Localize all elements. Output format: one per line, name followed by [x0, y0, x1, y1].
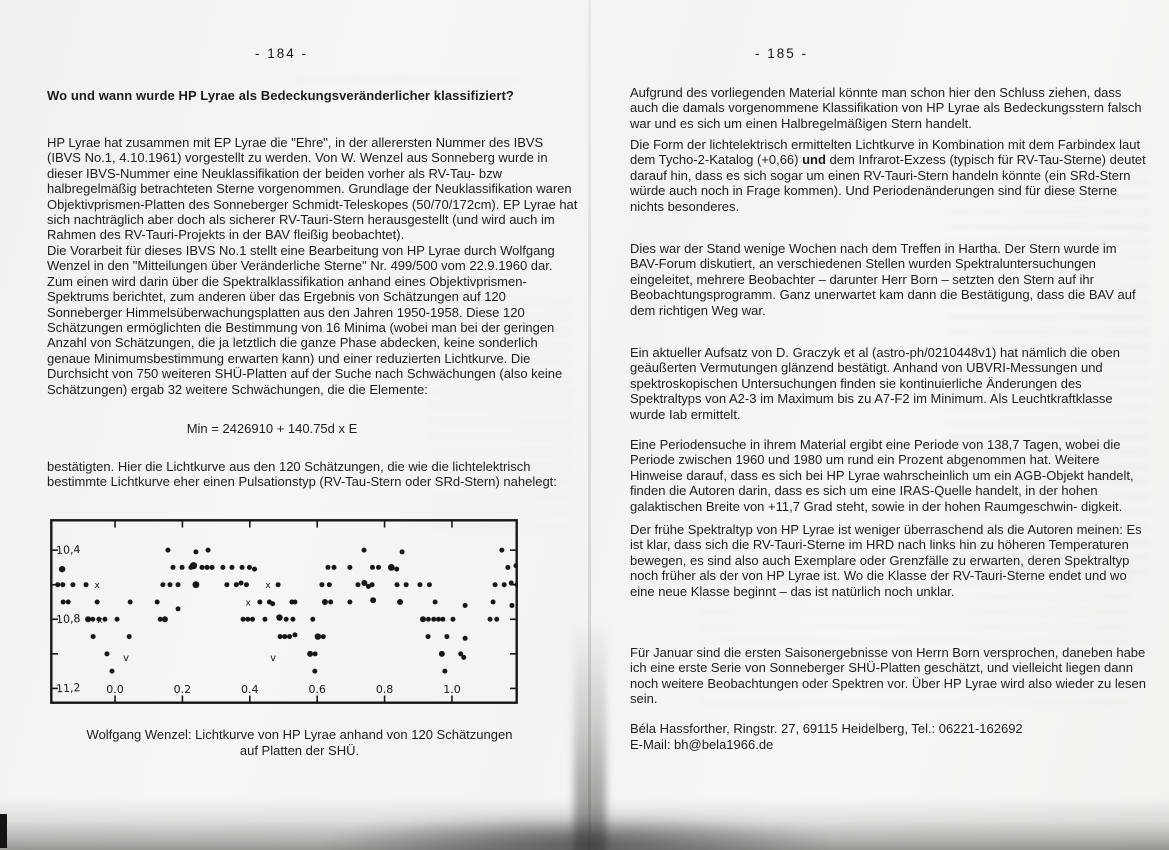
svg-text:10,8: 10,8: [55, 612, 81, 627]
light-curve-chart: [50, 519, 518, 704]
svg-text:x: x: [265, 581, 271, 592]
article-heading: Wo und wann wurde HP Lyrae als Bedeckungsveränderlicher klassifiziert?: [47, 88, 514, 103]
svg-text:v: v: [123, 652, 130, 664]
svg-text:x: x: [97, 615, 103, 626]
paragraph: Ein aktueller Aufsatz von D. Graczyk et al (astro-ph/0210448v1) hat nämlich die oben geäußerten Vermutungen glänzend bestätigt. Anhand von UBVRI-Messungen und spektroskopischen Untersuchungen finden sie kontinuierliche Änderungen des Spektraltyps von A2-3 im Maximum bis zu A7-F2 im Minimum. Als Leuchtkraftklasse wurde Iab ermittelt.: [630, 345, 1120, 422]
scan-edge-mark: [0, 814, 7, 848]
svg-text:10,4: 10,4: [55, 542, 81, 558]
ephemeris-formula: Min = 2426910 + 140.75d x E: [186, 421, 358, 436]
chart-caption-line1: Wolfgang Wenzel: Lichtkurve von HP Lyrae anhand von 120 Schätzungen: [86, 727, 513, 742]
scan-artifact: [945, 150, 1150, 580]
svg-text:1.0: 1.0: [443, 683, 461, 696]
paragraph: Für Januar sind die ersten Saisonergebnisse von Herrn Born versprochen, daneben habe ich eine erste Serie von Sonneberger SHÜ-Platten geschätzt, und vielleicht liegen dann noch weitere Beobachtungen oder Spektren vor. Über HP Lyrae wird also wieder zu lesen sein.: [630, 645, 1146, 707]
page-number-left: - 184 -: [255, 46, 309, 61]
paragraph-text: dem Infrarot-Exzess (typisch für RV-Tau-Sterne) deutet darauf hin, dass es sich sogar um einen RV-Tauri-Stern handeln könnte (ein SRd-Stern würde auch noch in Frage kommen). Und Periodenänderungen sind für diese Sterne nichts besonderes.: [630, 152, 1146, 214]
paragraph: Eine Periodensuche in ihrem Material ergibt eine Periode von 138,7 Tagen, wobei die Periode zwischen 1960 und 1980 um rund ein Prozent abgenommen hat. Weitere Hinweise darauf, dass es sich bei HP Lyrae wahrscheinlich um ein AGB-Objekt handelt, finden die Autoren darin, dass es sich um eine IRAS-Quelle handelt, in der hohen galaktischen Breite von +11,7 Grad steht, sowie in der hohen Raumgeschwin- digkeit.: [630, 437, 1134, 514]
page-number-right: - 185 -: [755, 46, 809, 61]
svg-text:0.4: 0.4: [241, 683, 259, 696]
paragraph: bestätigten. Hier die Lichtkurve aus den 120 Schätzungen, die wie die lichtelektrisch bestimmte Lichtkurve eher einen Pulsationstyp (RV-Tau-Stern oder SRd-Stern) nahelegt:: [47, 459, 557, 490]
svg-text:0.2: 0.2: [173, 683, 192, 696]
contact-email-line: E-Mail: bh@bela1966.de: [630, 737, 774, 752]
contact-info: [630, 721, 1147, 753]
svg-text:0.6: 0.6: [308, 683, 326, 696]
scan-artifact: [300, 78, 520, 94]
chart-caption: [47, 727, 552, 759]
paragraph: Die Vorarbeit für dieses IBVS No.1 stellt eine Bearbeitung von HP Lyrae durch Wolfgang Wenzel in den "Mitteilungen über Veränderliche Sterne" Nr. 499/500 vom 22.9.1960 dar. Zum einen wird darin über die Spektralklassifikation anhand eines Objektivprismen-Spektrums berichtet, zum anderen über das Ergebnis von Schätzungen auf 120 Sonneberger Himmelsüberwachungsplatten aus den Jahren 1950-1958. Diese 120 Schätzungen ermöglichten die Bestimmung von 16 Minima (wobei man bei der geringen Anzahl von Schätzungen, die ja letztlich die ganze Phase abdecken, keine sonderlich genaue Minimumsbestimmung erwarten kann) und einer reduzierten Lichtkurve. Die Durchsicht von 750 weiteren SHÜ-Platten auf der Suche nach Schwächungen (also keine Schätzungen) ergab 32 weitere Schwächungen, die die Elemente:: [47, 243, 563, 397]
chart-caption-line2: auf Platten der SHÜ.: [239, 743, 360, 758]
emphasized-word: und: [802, 152, 826, 168]
svg-text:0.8: 0.8: [375, 683, 394, 696]
paragraph: Der frühe Spektraltyp von HP Lyrae ist weniger überraschend als die Autoren meinen: Es ist klar, dass sich die RV-Tauri-Sterne im HRD nach links hin zu höheren Temperaturen bewegen, es sind also auch Exemplare oder Grenzfälle zu erwarten, deren Spektraltyp noch früher als der von HP Lyrae ist. Wo die Klasse der RV-Tauri-Sterne endet und wo eine neue Klasse beginnt – das ist natürlich noch unklar.: [630, 522, 1142, 599]
scan-artifact: [430, 300, 570, 540]
paragraph: Dies war der Stand wenige Wochen nach dem Treffen in Hartha. Der Stern wurde im BAV-Forum diskutiert, an verschiedenen Stellen wurden Spektraluntersuchungen eingeleitet, mehrere Beobachter – darunter Herr Born – setzten den Stern auf ihr Beobachtungsprogramm. Ganz unerwartet kam dann die Bestätigung, dass die BAV auf dem richtigen Weg war.: [630, 241, 1136, 318]
light-curve-svg: [50, 519, 518, 704]
contact-address-line: Béla Hassforther, Ringstr. 27, 69115 Heidelberg, Tel.: 06221-162692: [630, 721, 1023, 736]
paragraph: HP Lyrae hat zusammen mit EP Lyrae die "Ehre", in der allerersten Nummer des IBVS (IBVS No.1, 4.10.1961) vorgestellt zu werden. Von W. Wenzel aus Sonneberg wurde in dieser IBVS-Nummer eine Neuklassifikation der beiden vorher als RV-Tau- bzw halbregelmäßig betrachteten Sterne vorgenommen. Grundlage der Neuklassifikation waren Objektivprismen-Platten des Sonneberger Schmidt-Teleskopes (50/70/172cm). EP Lyrae hat sich nachträglich aber doch als sicherer RV-Tauri-Stern herausgestellt (und wird auch im Rahmen des RV-Tauri-Projekts in der BAV fleißig beobachtet).: [47, 135, 578, 243]
scan-bottom-dark-shadow: [330, 815, 830, 850]
svg-text:v: v: [270, 652, 277, 664]
svg-text:x: x: [94, 581, 100, 592]
scan-artifact: [700, 565, 1130, 710]
paragraph: Aufgrund des vorliegenden Material könnte man schon hier den Schluss ziehen, dass auch die damals vorgenommene Klassifikation von HP Lyrae als Bedeckungsstern falsch war und es sich um einen Halbregelmäßigen Stern handelt.: [630, 85, 1142, 131]
svg-text:x: x: [245, 598, 251, 609]
paragraph-text: Die Form der lichtelektrisch ermittelten Lichtkurve in Kombination mit dem Farbindex laut dem Tycho-2-Katalog (+0,66): [630, 137, 1141, 168]
svg-text:11,2: 11,2: [55, 681, 81, 696]
svg-text:0.0: 0.0: [106, 683, 124, 696]
